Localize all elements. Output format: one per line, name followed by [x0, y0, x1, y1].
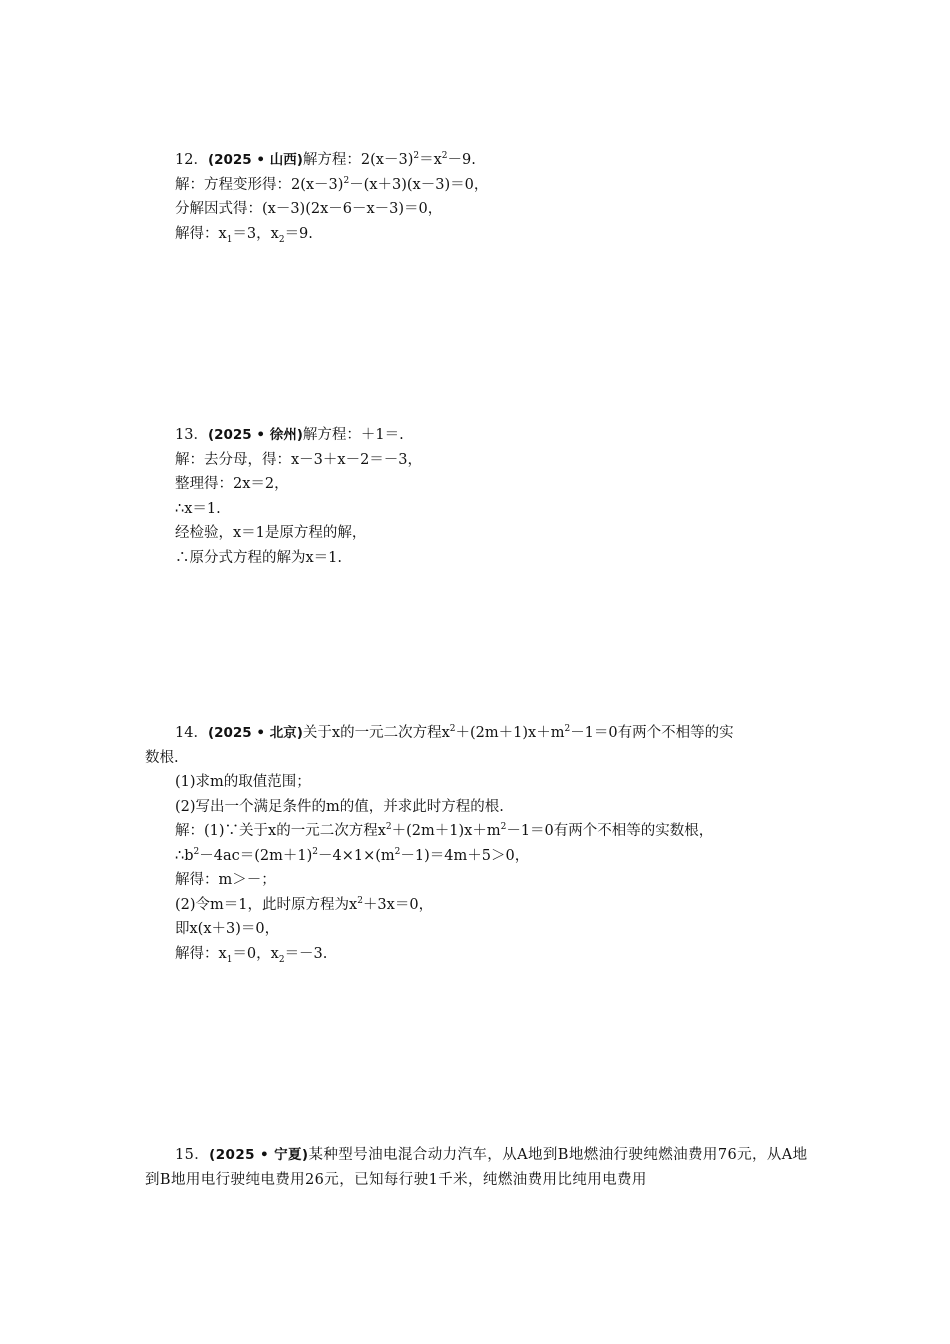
stem-text: 关于x的一元二次方程x: [302, 725, 450, 741]
solution-text: 解得：x: [175, 945, 227, 962]
question-12: [145, 148, 810, 246]
question-source: (2025 • 徐州): [207, 427, 303, 443]
stem-text: 解方程：2(x－3): [302, 152, 414, 168]
question-number: 13．: [175, 427, 208, 443]
stem-text: 解方程：＋1＝.: [302, 427, 404, 443]
question-source: (2025 • 山西): [207, 152, 303, 168]
superscript: 2: [564, 724, 571, 735]
question-number: 14．: [175, 725, 208, 741]
question-13: [145, 423, 810, 570]
question-12-stem: [145, 148, 810, 173]
stem-text: －9.: [447, 152, 476, 168]
stem-text: 某种型号油电混合动力汽车，从A地到B地燃油行驶纯燃油费用76元，从A地到B地用电行驶纯电费用26元，已知每行驶1千米，纯燃油费用比纯用电费用: [145, 1147, 808, 1188]
solution-line: 分解因式得：(x－3)(2x－6－x－3)＝0，: [175, 201, 443, 217]
question-14: [145, 721, 810, 966]
solution-line: [145, 844, 810, 869]
superscript: 2: [357, 895, 363, 906]
question-14-stem: [145, 721, 810, 746]
solution-line: [145, 222, 810, 247]
solution-text: ＝－3.: [284, 945, 328, 962]
superscript: 2: [500, 822, 507, 833]
solution-text: ＝3，x: [232, 225, 279, 242]
question-15-stem: [145, 1143, 810, 1192]
solution-text: 解：方程变形得：2(x－3): [175, 176, 344, 193]
sub-question-1: (1)求m的取值范围；: [175, 774, 311, 790]
question-number: 12．: [175, 152, 208, 168]
question-14-stem-continued: 数根.: [145, 749, 179, 766]
solution-text: ＋(2m＋1)x＋m: [391, 823, 501, 839]
solution-text: 解：(1)∵关于x的一元二次方程x: [175, 823, 386, 839]
solution-line: 整理得：2x＝2，: [175, 476, 289, 492]
solution-text: －1)＝4m＋5＞0，: [400, 847, 530, 864]
sub-question-2: (2)写出一个满足条件的m的值，并求此时方程的根.: [175, 798, 504, 815]
solution-text: －1＝0有两个不相等的实数根，: [506, 823, 714, 839]
solution-line: ∴x＝1.: [175, 500, 221, 517]
solution-text: (2)令m＝1，此时原方程为x: [175, 896, 358, 913]
solution-text: ∴b: [175, 847, 194, 864]
superscript: 2: [449, 724, 456, 735]
solution-line: [145, 173, 810, 198]
question-number: 15．: [175, 1147, 210, 1163]
stem-text: ＝x: [419, 152, 442, 168]
question-source: (2025 • 北京): [207, 725, 303, 741]
solution-line: 解得：m＞－；: [175, 872, 276, 888]
superscript: 2: [385, 822, 392, 833]
superscript: 2: [193, 846, 200, 857]
solution-line: ∴原分式方程的解为x＝1.: [175, 549, 343, 566]
question-source: (2025 • 宁夏): [209, 1147, 309, 1163]
superscript: 2: [343, 175, 350, 186]
solution-line: 解：去分母，得：x－3＋x－2＝－3，: [175, 451, 423, 468]
solution-text: ＋3x＝0，: [362, 896, 434, 913]
solution-text: －(x＋3)(x－3)＝0，: [349, 176, 489, 193]
subscript: 2: [278, 234, 285, 245]
question-15: [145, 1143, 810, 1192]
solution-text: －4ac＝(2m＋1): [199, 847, 313, 864]
solution-line: [145, 942, 810, 967]
solution-text: ＝0，x: [232, 945, 279, 962]
solution-line: [145, 819, 810, 844]
solution-text: －4×1×(m: [318, 847, 395, 864]
solution-line: [145, 893, 810, 918]
stem-text: ＋(2m＋1)x＋m: [455, 725, 565, 741]
solution-text: 解得：x: [175, 225, 227, 242]
superscript: 2: [394, 846, 401, 857]
subscript: 2: [278, 954, 285, 965]
question-13-stem: [145, 423, 810, 448]
superscript: 2: [413, 151, 420, 162]
superscript: 2: [312, 846, 318, 857]
subscript: 1: [226, 234, 233, 245]
solution-line: 经检验，x＝1是原方程的解，: [175, 525, 367, 541]
solution-line: 即x(x＋3)＝0，: [175, 921, 280, 937]
solution-text: ＝9.: [284, 225, 313, 242]
stem-text: －1＝0有两个不相等的实: [570, 725, 734, 741]
subscript: 1: [226, 954, 233, 965]
superscript: 2: [441, 151, 448, 162]
